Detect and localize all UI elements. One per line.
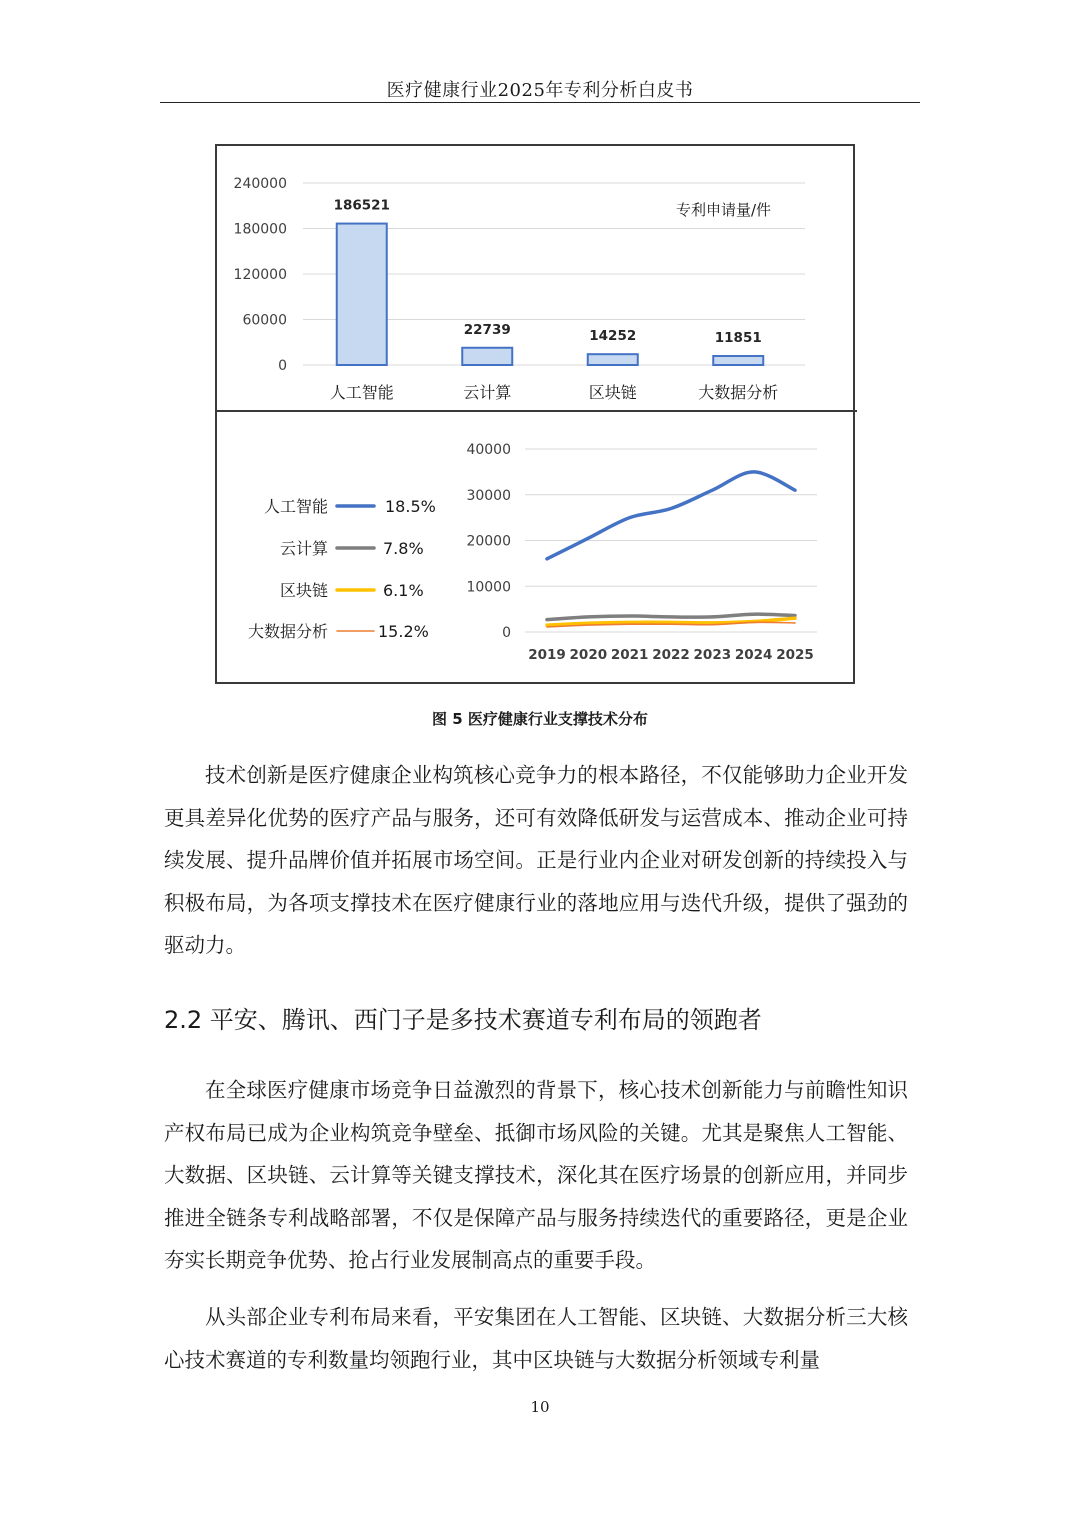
bar-value-label: 14252 xyxy=(589,328,637,345)
line-legend-name: 区块链 xyxy=(279,581,328,600)
bar-value-label: 22739 xyxy=(463,321,511,338)
bar-人工智能 xyxy=(337,224,387,365)
section-heading: 2.2 平安、腾讯、西门子是多技术赛道专利布局的领跑者 xyxy=(164,1006,762,1034)
body-paragraph-2: 在全球医疗健康市场竞争日益激烈的背景下，核心技术创新能力与前瞻性知识产权布局已成为企业构筑竞争壁垒、抵御市场风险的关键。尤其是聚焦人工智能、大数据、区块链、云计算等关键支撑技术，深化其在医疗场景的创新应用，并同步推进全链条专利战略部署，不仅是保障产品与服务持续迭代的重要路径，更是企业夯实长期竞争优势、抢占行业发展制高点的重要手段。 xyxy=(164,1078,908,1272)
line-series-人工智能 xyxy=(547,472,795,559)
line-legend-rate: 15.2% xyxy=(378,622,429,641)
line-y-tick-label: 40000 xyxy=(466,442,511,458)
bar-云计算 xyxy=(462,348,512,365)
bar-y-tick-label: 0 xyxy=(278,358,287,374)
line-legend-rate: 6.1% xyxy=(383,581,424,600)
line-y-tick-label: 0 xyxy=(502,625,511,641)
figure-frame xyxy=(215,144,855,684)
page-number: 10 xyxy=(530,1398,550,1416)
bar-区块链 xyxy=(588,354,638,365)
line-series-云计算 xyxy=(547,614,795,619)
line-y-tick-label: 10000 xyxy=(466,579,511,596)
line-y-tick-label: 20000 xyxy=(466,533,511,550)
line-x-tick-label: 2019 xyxy=(528,647,566,663)
bar-y-tick-label: 180000 xyxy=(233,221,287,238)
bar-category-label: 云计算 xyxy=(463,383,512,402)
bar-category-label: 大数据分析 xyxy=(698,383,779,402)
bar-chart xyxy=(234,176,805,402)
line-chart xyxy=(248,442,817,663)
line-x-tick-label: 2023 xyxy=(693,647,732,663)
line-legend-name: 云计算 xyxy=(279,539,328,558)
figure-svg xyxy=(217,146,857,686)
running-header: 医疗健康行业2025年专利分析白皮书 xyxy=(386,80,694,101)
line-legend-name: 大数据分析 xyxy=(247,622,328,641)
line-x-tick-label: 2021 xyxy=(610,647,649,663)
bar-category-label: 人工智能 xyxy=(329,383,394,402)
bar-legend-label: 专利申请量/件 xyxy=(676,201,772,219)
line-x-tick-label: 2025 xyxy=(776,647,814,663)
bar-y-tick-label: 240000 xyxy=(233,176,287,192)
line-x-tick-label: 2022 xyxy=(652,647,690,663)
bar-y-tick-label: 60000 xyxy=(242,312,287,329)
line-legend-rate: 18.5% xyxy=(385,497,436,516)
header-rule xyxy=(160,102,920,103)
line-y-tick-label: 30000 xyxy=(466,487,511,504)
bar-value-label: 11851 xyxy=(714,330,762,347)
body-paragraph-3: 从头部企业专利布局来看，平安集团在人工智能、区块链、大数据分析三大核心技术赛道的专利数量均领跑行业，其中区块链与大数据分析领域专利量 xyxy=(164,1305,908,1372)
figure-caption: 图 5 医疗健康行业支撑技术分布 xyxy=(432,710,648,728)
line-x-tick-label: 2024 xyxy=(734,647,773,663)
bar-category-label: 区块链 xyxy=(588,383,637,402)
bar-value-label: 186521 xyxy=(333,197,390,214)
bar-大数据分析 xyxy=(713,356,763,365)
bar-y-tick-label: 120000 xyxy=(233,267,287,283)
line-x-tick-label: 2020 xyxy=(569,647,608,663)
line-legend-name: 人工智能 xyxy=(263,497,328,516)
line-legend-rate: 7.8% xyxy=(383,539,424,558)
body-paragraph-1: 技术创新是医疗健康企业构筑核心竞争力的根本路径，不仅能够助力企业开发更具差异化优势的医疗产品与服务，还可有效降低研发与运营成本、推动企业可持续发展、提升品牌价值并拓展市场空间。正是行业内企业对研发创新的持续投入与积极布局，为各项支撑技术在医疗健康行业的落地应用与迭代升级，提供了强劲的驱动力。 xyxy=(164,763,908,957)
